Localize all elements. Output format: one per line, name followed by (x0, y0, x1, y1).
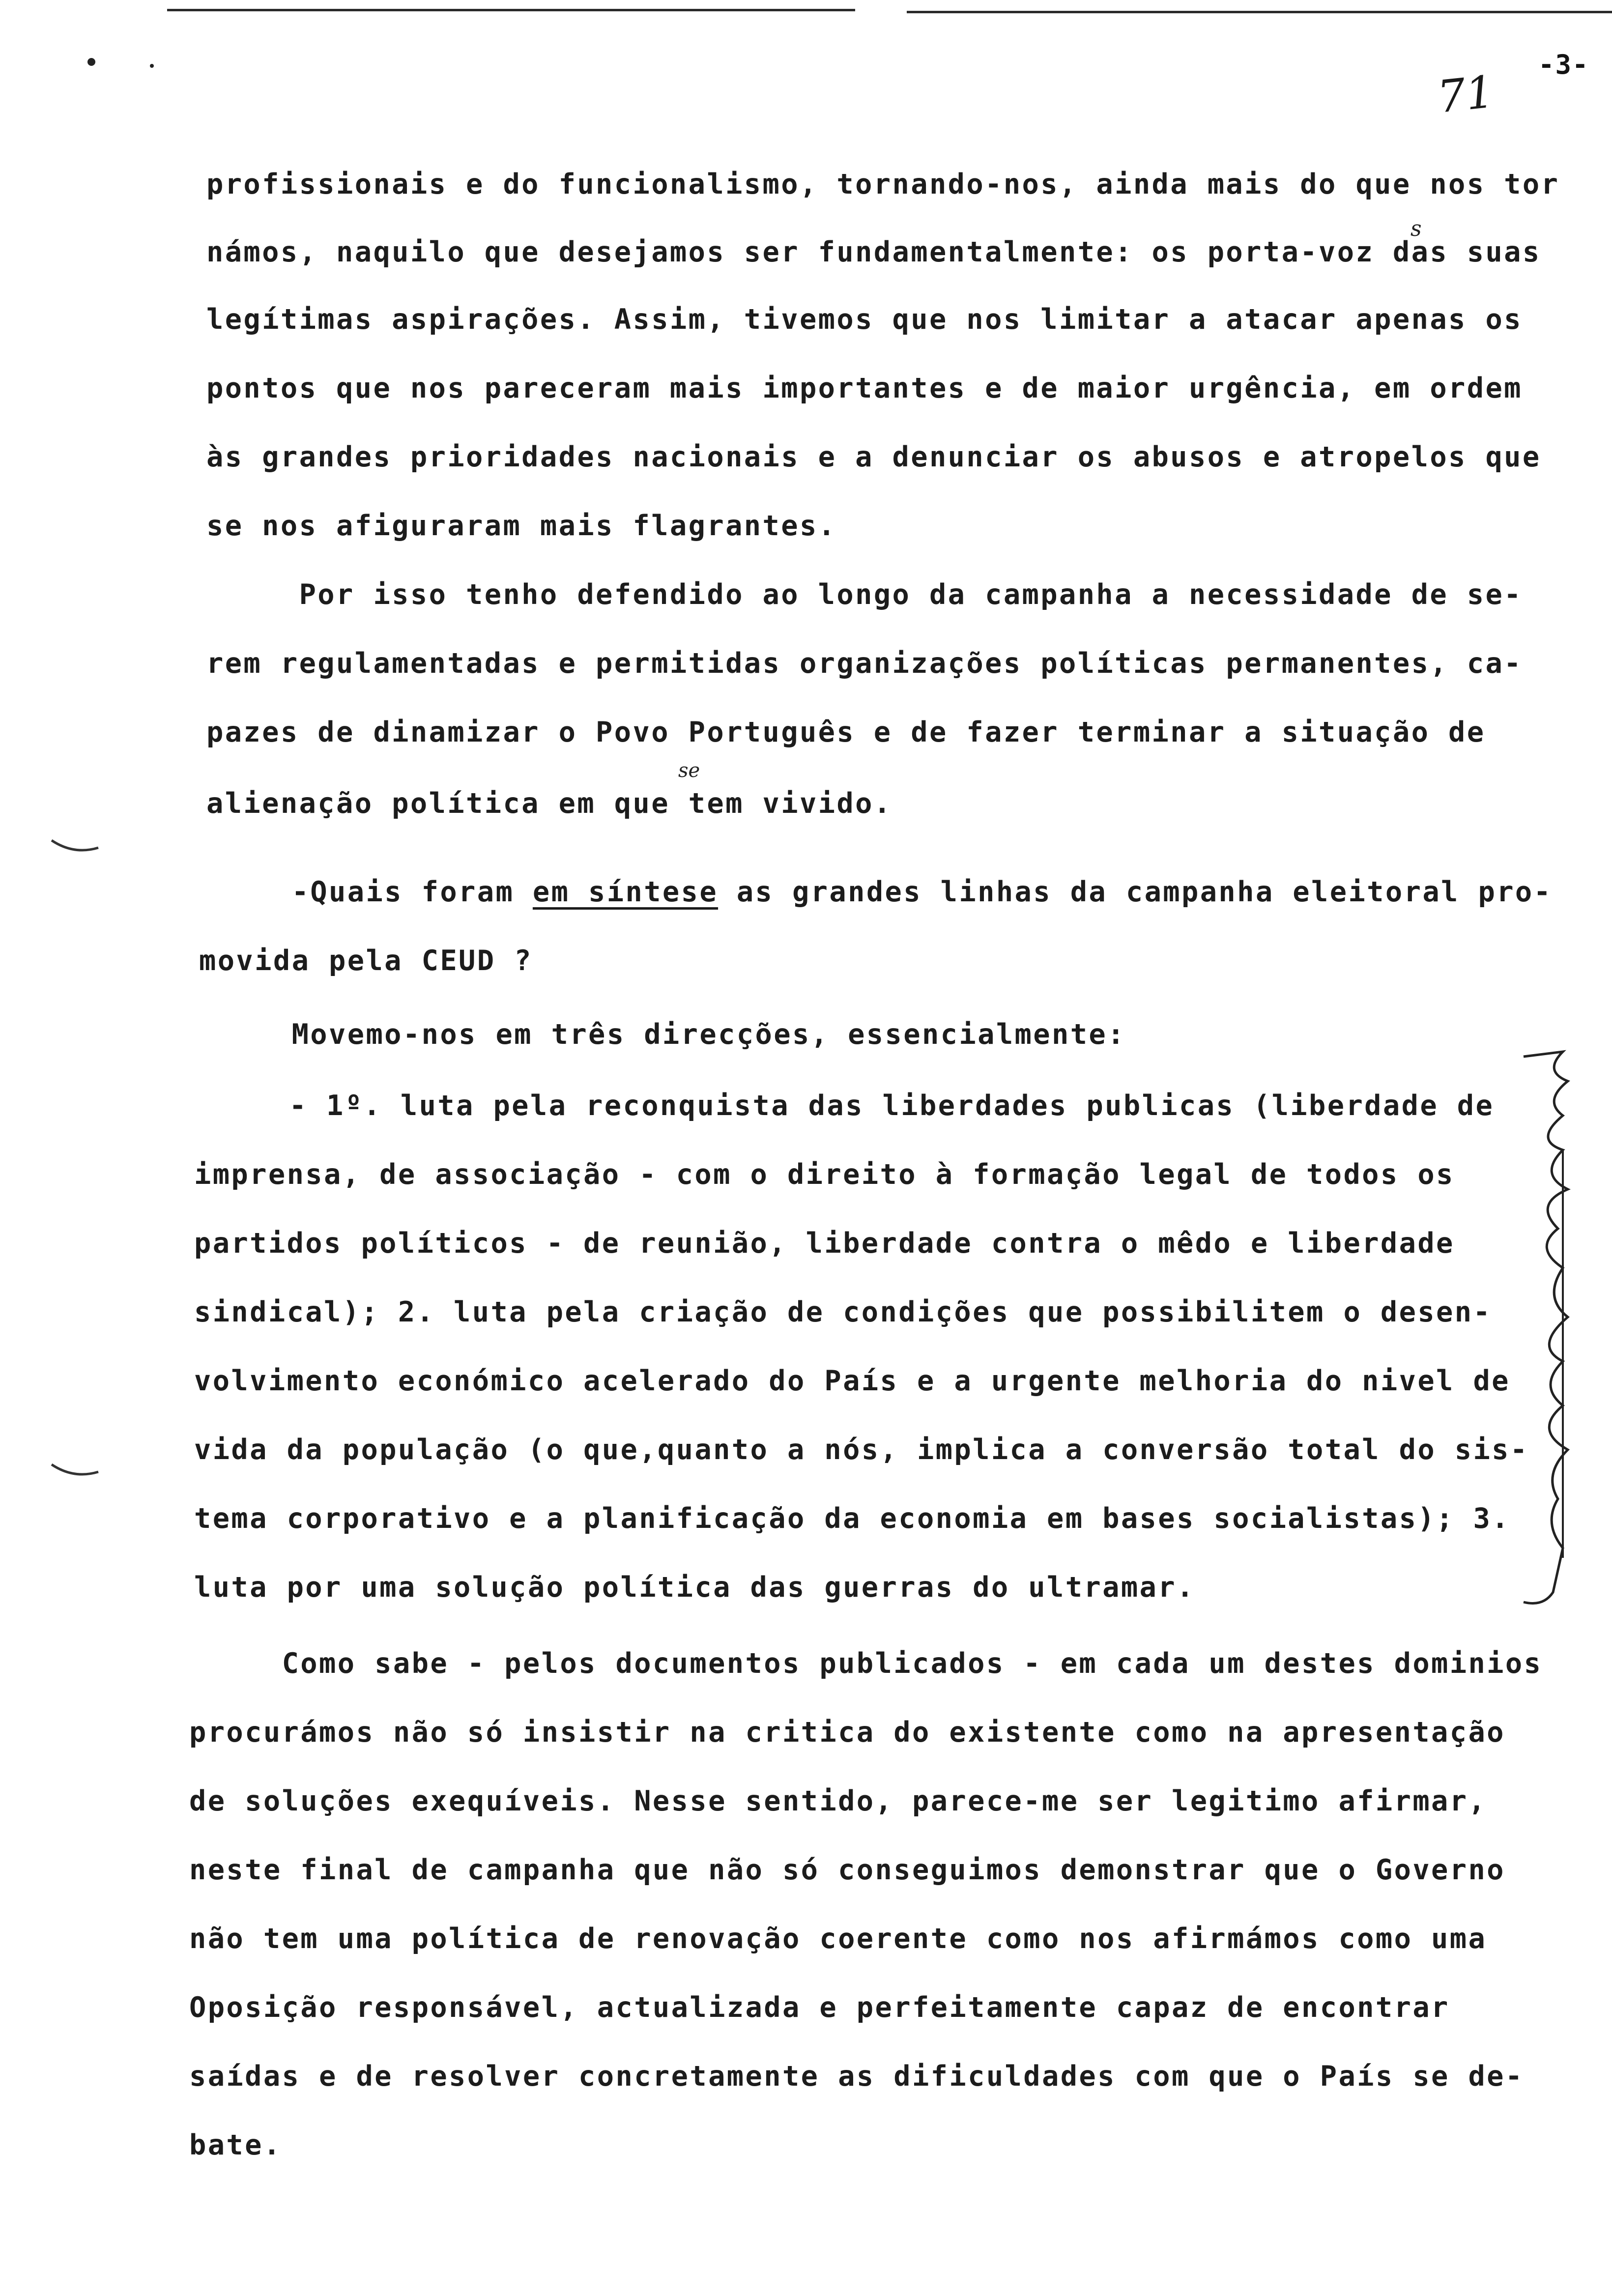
handwritten-folio: 71 (1435, 66, 1497, 123)
text-line: não tem uma política de renovação coerente como nos afirmámos como uma (189, 1923, 1487, 1955)
question-text: as grandes linhas da campanha eleitoral pro- (718, 876, 1553, 908)
text-line: alienação política em que tem vivido. (206, 787, 892, 820)
text-line: se nos afiguraram mais flagrantes. (206, 510, 837, 542)
text-line: rem regulamentadas e permitidas organizações políticas permanentes, ca- (206, 647, 1523, 680)
text-line: Como sabe - pelos documentos publicados - em cada um destes dominios (189, 1647, 1543, 1680)
text-line: procurámos não só insistir na critica do existente como na apresentação (189, 1716, 1505, 1749)
text-line: - 1º. luta pela reconquista das liberdades publicas (liberdade de (197, 1090, 1495, 1122)
page-number: -3- (1538, 49, 1589, 80)
underlined-phrase: em síntese (532, 876, 719, 908)
text-line: profissionais e do funcionalismo, tornando-nos, ainda mais do que nos tor (206, 168, 1560, 201)
text-line: saídas e de resolver concretamente as dificuldades com que o País se de- (189, 2060, 1524, 2093)
handwritten-insertion: se (678, 759, 700, 782)
text-line: bate. (189, 2129, 282, 2161)
margin-curl-mark (49, 1460, 103, 1484)
text-line: neste final de campanha que não só conseguimos demonstrar que o Governo (189, 1854, 1505, 1886)
text-line: tema corporativo e a planificação da economia em bases socialistas); 3. (194, 1502, 1510, 1535)
margin-curl-mark (49, 835, 103, 860)
text-line: legítimas aspirações. Assim, tivemos que nos limitar a atacar apenas os (206, 303, 1523, 336)
text-line: Por isso tenho defendido ao longo da campanha a necessidade de se- (206, 578, 1523, 611)
question-text: -Quais foram (199, 876, 533, 908)
punch-dot (87, 58, 95, 66)
text-line: movida pela CEUD ? (199, 945, 533, 977)
text-line: pazes de dinamizar o Povo Português e de fazer terminar a situação de (206, 716, 1486, 748)
text-line: Movemo-nos em três direcções, essencialmente: (199, 1018, 1126, 1051)
text-line: Oposição responsável, actualizada e perfeitamente capaz de encontrar (189, 1991, 1450, 2024)
punch-dot-small (150, 64, 154, 68)
text-line: námos, naquilo que desejamos ser fundamentalmente: os porta-voz das suas (206, 236, 1541, 268)
text-line: luta por uma solução política das guerras do ultramar. (194, 1571, 1195, 1604)
text-line: às grandes prioridades nacionais e a denunciar os abusos e atropelos que (206, 441, 1541, 473)
text-line: imprensa, de associação - com o direito à formação legal de todos os (194, 1158, 1455, 1191)
text-line: pontos que nos pareceram mais importantes e de maior urgência, em ordem (206, 372, 1523, 404)
top-rule-left (167, 9, 855, 11)
handwritten-insertion: s (1410, 216, 1422, 241)
text-line: vida da população (o que,quanto a nós, implica a conversão total do sis- (194, 1434, 1529, 1466)
text-line: volvimento económico acelerado do País e a urgente melhoria do nivel de (194, 1365, 1510, 1397)
text-line: sindical); 2. luta pela criação de condições que possibilitem o desen- (194, 1296, 1492, 1328)
top-rule-right (907, 11, 1612, 13)
margin-bracket-squiggle (1514, 1042, 1612, 1632)
text-line: partidos políticos - de reunião, liberdade contra o mêdo e liberdade (194, 1227, 1455, 1260)
text-line: de soluções exequíveis. Nesse sentido, parece-me ser legitimo afirmar, (189, 1785, 1487, 1817)
question-line (199, 875, 1552, 909)
